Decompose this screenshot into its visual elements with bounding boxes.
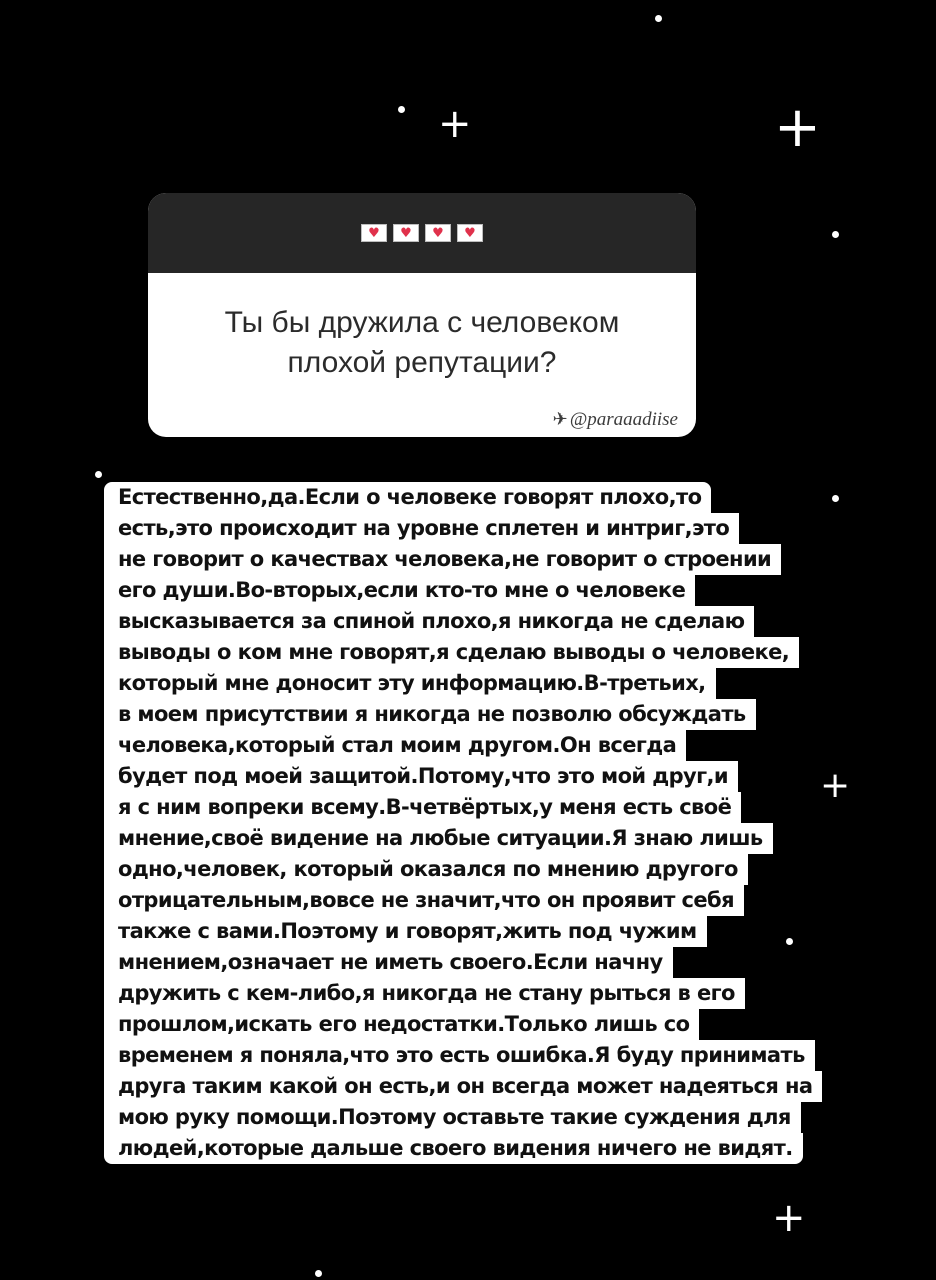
heart-emoji-icon: ♥ <box>425 224 451 242</box>
star-dot <box>315 1270 322 1277</box>
answer-text-block <box>104 482 904 1164</box>
paper-plane-icon: ✈ <box>552 409 568 430</box>
question-card <box>148 193 696 437</box>
answer-line: высказывается за спиной плохо,я никогда не сделаю <box>104 606 754 637</box>
answer-line: также с вами.Поэтому и говорят,жить под чужим <box>104 916 707 947</box>
answer-line: мнением,означает не иметь своего.Если начну <box>104 947 673 978</box>
answer-line: который мне доносит эту информацию.В-третьих, <box>104 668 716 699</box>
answer-line: есть,это происходит на уровне сплетен и интриг,это <box>104 513 739 544</box>
heart-emoji-icon: ♥ <box>393 224 419 242</box>
answer-line: дружить с кем-либо,я никогда не стану рыться в его <box>104 978 745 1009</box>
answer-line: я с ним вопреки всему.В-четвёртых,у меня есть своё <box>104 792 741 823</box>
answer-line: прошлом,искать его недостатки.Только лишь со <box>104 1009 699 1040</box>
answer-line: мою руку помощи.Поэтому оставьте такие суждения для <box>104 1102 801 1133</box>
answer-line: одно,человек, который оказался по мнению другого <box>104 854 748 885</box>
answer-line: Естественно,да.Если о человеке говорят плохо,то <box>104 482 711 513</box>
question-body <box>148 273 696 437</box>
answer-line: его души.Во-вторых,если кто-то мне о человеке <box>104 575 695 606</box>
answer-line: временем я поняла,что это есть ошибка.Я буду принимать <box>104 1040 815 1071</box>
star-dot <box>832 231 839 238</box>
answer-line: друга таким какой он есть,и он всегда может надеяться на <box>104 1071 822 1102</box>
sparkle-icon: + <box>438 101 472 147</box>
question-text: Ты бы дружила с человеком плохой репутации? <box>224 306 620 379</box>
star-dot <box>95 471 102 478</box>
answer-line: отрицательным,вовсе не значит,что он проявит себя <box>104 885 744 916</box>
answer-line: людей,которые дальше своего видения ничего не видят. <box>104 1133 803 1164</box>
author-handle <box>553 409 678 431</box>
answer-line: будет под моей защитой.Потому,что это мой друг,и <box>104 761 738 792</box>
heart-emoji-icon: ♥ <box>361 224 387 242</box>
question-header <box>148 193 696 273</box>
answer-line: выводы о ком мне говорят,я сделаю выводы о человеке, <box>104 637 799 668</box>
answer-line: мнение,своё видение на любые ситуации.Я знаю лишь <box>104 823 773 854</box>
sparkle-icon: + <box>774 95 821 160</box>
answer-line: в моем присутствии я никогда не позволю обсуждать <box>104 699 756 730</box>
author-handle-text: @paraaadiise <box>569 409 678 430</box>
sparkle-icon: + <box>820 765 851 806</box>
answer-line: не говорит о качествах человека,не говорит о строении <box>104 544 781 575</box>
sparkle-icon: + <box>772 1195 806 1241</box>
star-dot <box>398 106 405 113</box>
answer-line: человека,который стал моим другом.Он всегда <box>104 730 686 761</box>
heart-emoji-icon: ♥ <box>457 224 483 242</box>
star-dot <box>655 15 662 22</box>
